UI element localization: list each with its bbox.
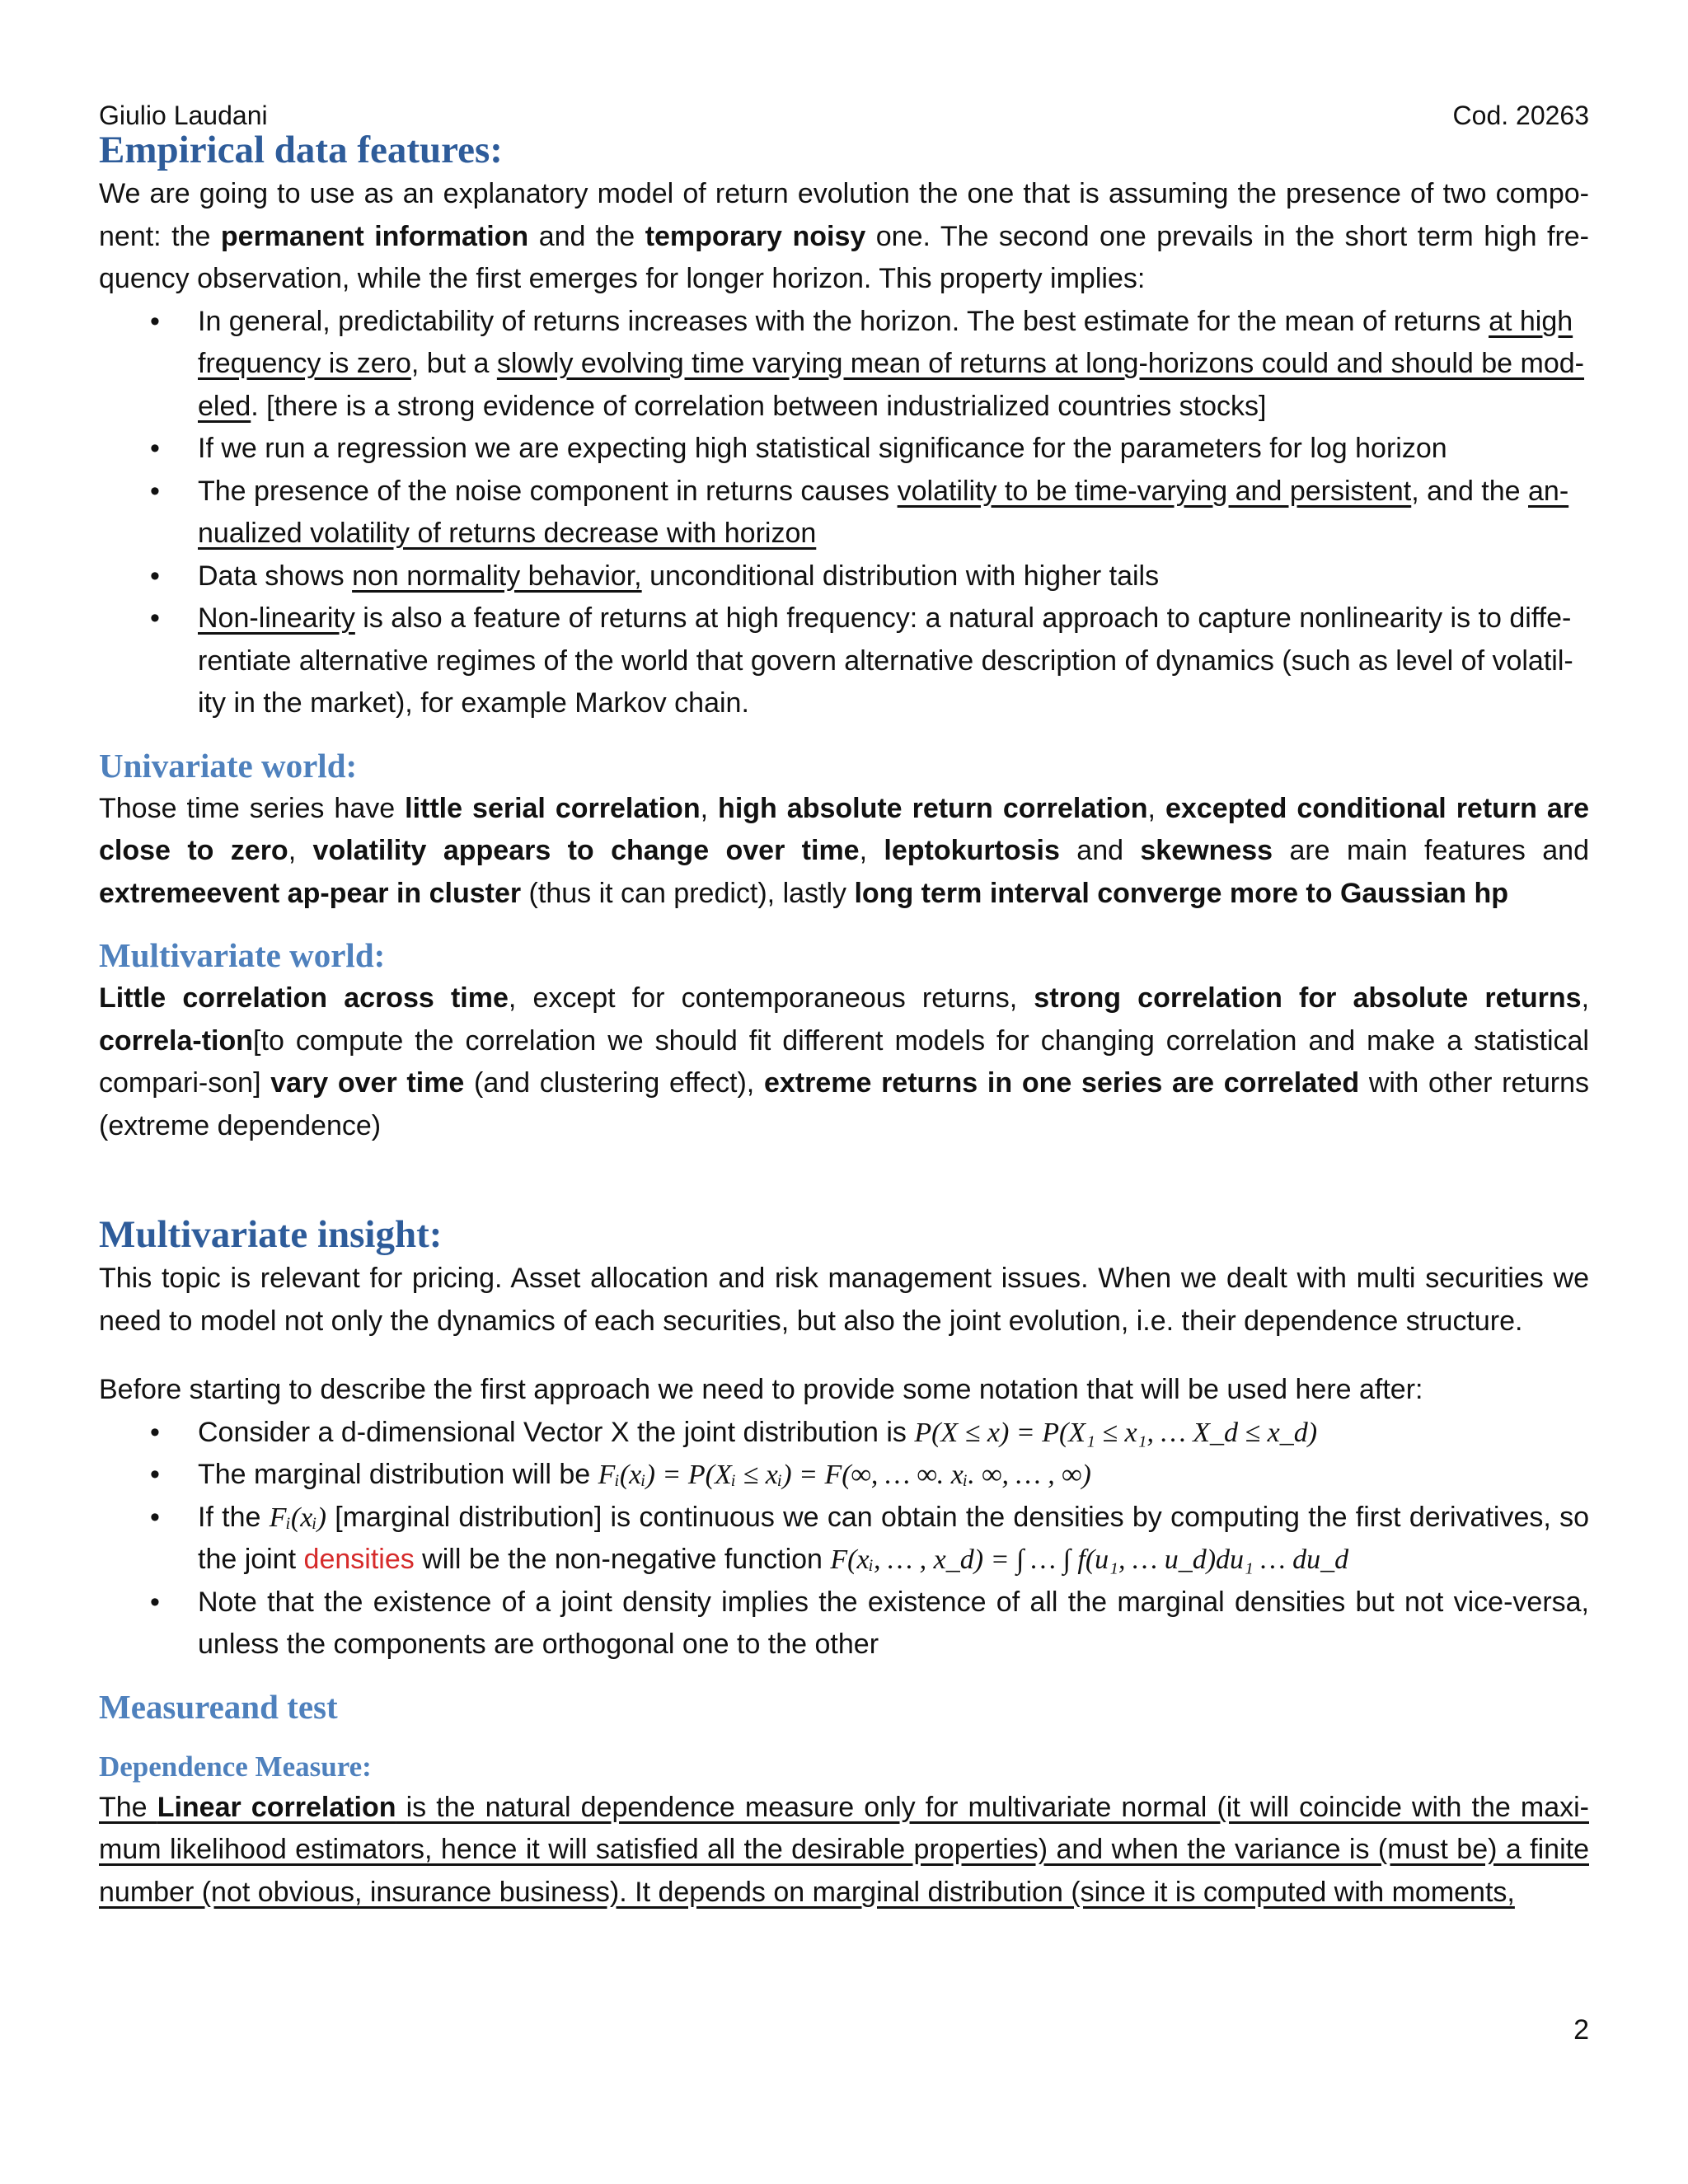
multivariate-paragraph: Little correlation across time, except for contemporaneous returns, strong correlation for absolute returns, correla-tion[to compute the correlation we should fit different models for changing correlation and make a statistical compari-son] vary over time (and clustering effect), extreme returns in one series are correlated with other returns (extreme dependence) — [99, 982, 1590, 1141]
list-item: • The presence of the noise component in returns causes volatility to be time-varying and persistent, and the an-nualized volatility of returns decrease with horizon — [99, 471, 1589, 555]
list-item: • The marginal distribution will be Fᵢ(xᵢ) = P(Xᵢ ≤ xᵢ) = F(∞, … ∞. xᵢ. ∞, … , ∞) — [99, 1454, 1589, 1497]
densities-highlight: densities — [303, 1544, 415, 1575]
author-name: Giulio Laudani — [99, 101, 268, 130]
heading-multivariate: Multivariate world: — [99, 936, 386, 974]
list-item: • Consider a d-dimensional Vector X the joint distribution is P(X ≤ x) = P(X₁ ≤ x₁, … X_d ≤ x_d) — [99, 1412, 1589, 1455]
list-item: • In general, predictability of returns increases with the horizon. The best estimate for the mean of returns at high frequency is zero, but a slowly evolving time varying mean of returns at long-horizons could and should be mod-eled. [there is a strong evidence of correlation between industrialized countries stocks] — [99, 301, 1589, 429]
list-item: • Note that the existence of a joint density implies the existence of all the marginal densities but not vice-versa, unless the components are orthogonal one to the other — [99, 1582, 1589, 1666]
empirical-intro: We are going to use as an explanatory model of return evolution the one that is assuming the presence of two compo-nent: the permanent information and the temporary noisy one. The second one prevails in the short term high fre-quency observation, while the first emerges for longer horizon. This property implies: — [99, 178, 1590, 294]
heading-measure-test: Measureand test — [99, 1687, 338, 1726]
notation-bullet-list — [99, 1412, 1589, 1666]
list-item: • If we run a regression we are expecting high statistical significance for the parameters for log horizon — [99, 428, 1589, 471]
list-item: • Data shows non normality behavior, unconditional distribution with higher tails — [99, 555, 1589, 598]
joint-distribution-formula: P(X ≤ x) = P(X₁ ≤ x₁, … X_d ≤ x_d) — [914, 1417, 1318, 1448]
empirical-bullet-list — [99, 301, 1589, 725]
insight-paragraph-2: Before starting to describe the first approach we need to provide some notation that will be used here after: — [99, 1374, 1423, 1405]
univariate-paragraph: Those time series have little serial correlation, high absolute return correlation, excepted conditional return are close to zero, volatility appears to change over time, leptokurtosis and skewness are main features and extremeevent ap-pear in cluster (thus it can predict), lastly long term interval converge more to Gaussian hp — [99, 792, 1589, 909]
heading-univariate: Univariate world: — [99, 746, 358, 785]
joint-density-formula: F(xᵢ, … , x_d) = ∫ … ∫ f(u₁, … u_d)du₁ … du_d — [830, 1544, 1349, 1575]
heading-dependence-measure: Dependence Measure: — [99, 1750, 372, 1783]
list-item: • If the Fᵢ(xᵢ) [marginal distribution] is continuous we can obtain the densities by computing the first derivatives, so the joint densities will be the non-negative function F(xᵢ, … , x_d) = ∫ … ∫ f(u₁, … u_d)du₁ … du_d — [99, 1497, 1589, 1582]
marginal-distribution-formula: Fᵢ(xᵢ) = P(Xᵢ ≤ xᵢ) = F(∞, … ∞. xᵢ. ∞, … , ∞) — [598, 1460, 1091, 1490]
list-item: • Non-linearity is also a feature of returns at high frequency: a natural approach to capture nonlinearity is to diffe-rentiate alternative regimes of the world that govern alternative description of dynamics (such as level of volatil-ity in the market), for example Markov chain. — [99, 598, 1589, 725]
course-code: Cod. 20263 — [1452, 101, 1589, 130]
page-number: 2 — [1573, 2014, 1589, 2046]
dependence-paragraph: The Linear correlation is the natural dependence measure only for multivariate normal (it will coincide with the maxi-mum likelihood estimators, hence it will satisfied all the desirable properties) and when the variance is (must be) a finite number (not obvious, insurance business). It depends on marginal distribution (since it is computed with moments, — [99, 1791, 1589, 1908]
heading-multivariate-insight: Multivariate insight: — [99, 1213, 443, 1256]
heading-empirical: Empirical data features: — [99, 129, 503, 171]
insight-paragraph-1: This topic is relevant for pricing. Asset allocation and risk management issues. When we dealt with multi securities we need to model not only the dynamics of each securities, but also the joint evolution, i.e. their dependence structure. — [99, 1263, 1589, 1337]
document-page — [99, 97, 1589, 1914]
